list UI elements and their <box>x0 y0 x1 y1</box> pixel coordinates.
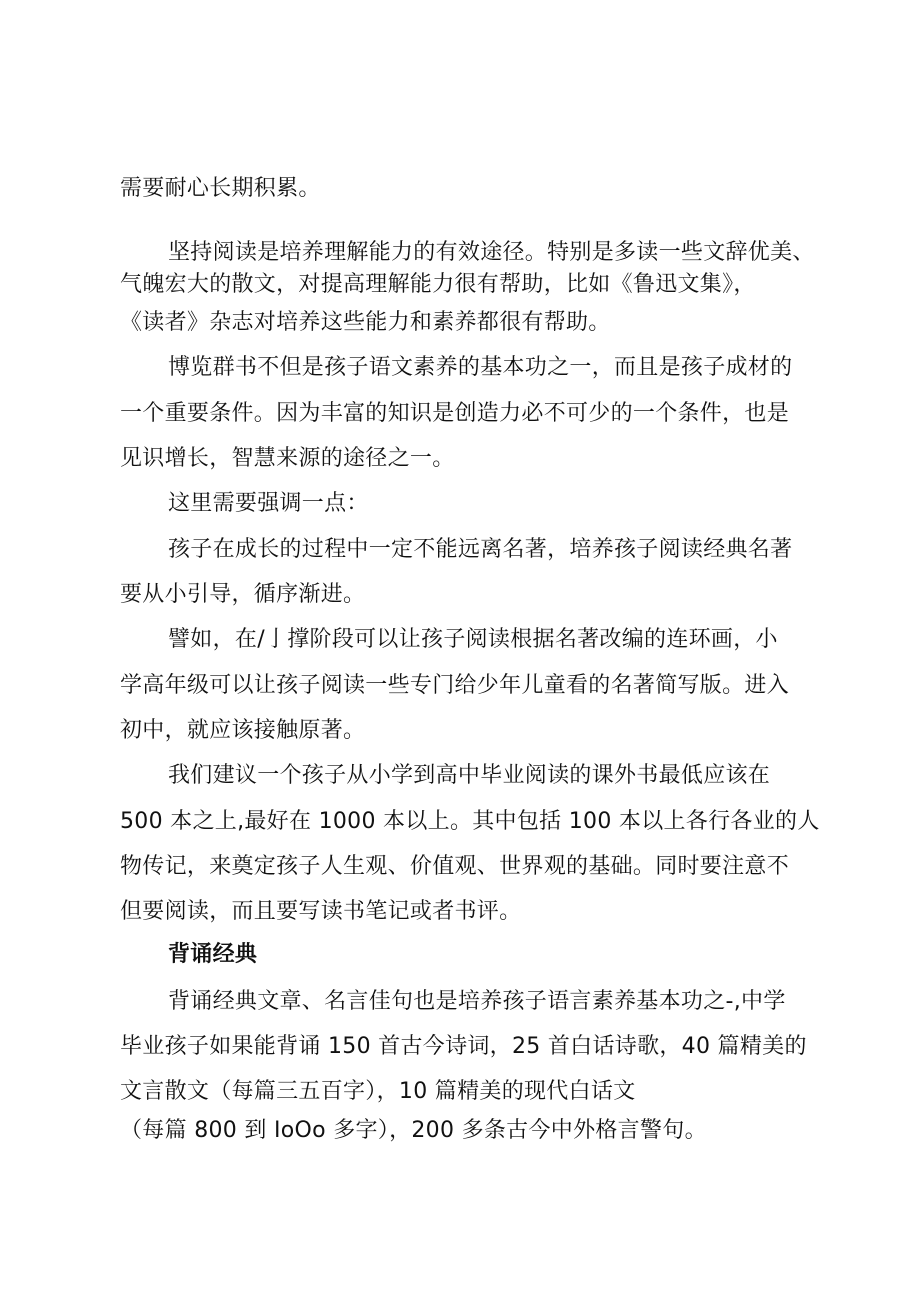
text-line: 毕业孩子如果能背诵 150 首古今诗词，25 首白话诗歌，40 篇精美的 <box>120 1034 807 1059</box>
text-line: 学高年级可以让孩子阅读一些专门给少年儿童看的名著简写版。进入 <box>120 673 790 698</box>
text-line: 我们建议一个孩子从小学到高中毕业阅读的课外书最低应该在 <box>168 763 771 788</box>
text-line: 孩子在成长的过程中一定不能远离名著，培养孩子阅读经典名著 <box>168 537 793 562</box>
section-heading: 背诵经典 <box>168 942 258 967</box>
text-line: 文言散文（每篇三五百字），10 篇精美的现代白话文 <box>120 1079 636 1104</box>
text-line: 博览群书不但是孩子语文素养的基本功之一，而且是孩子成材的 <box>168 355 793 380</box>
text-line: （每篇 800 到 IoOo 多字），200 多条古今中外格言警句。 <box>120 1118 707 1143</box>
text-line: 要从小引导，循序渐进。 <box>120 582 366 607</box>
text-line: 需要耐心长期积累。 <box>120 176 321 201</box>
text-line: 这里需要强调一点： <box>168 491 369 516</box>
text-line: 但要阅读，而且要写读书笔记或者书评。 <box>120 899 522 924</box>
text-line: 物传记，来奠定孩子人生观、价值观、世界观的基础。同时要注意不 <box>120 854 790 879</box>
text-line: 气魄宏大的散文，对提高理解能力很有帮助，比如《鲁迅文集》， <box>120 272 756 297</box>
text-line: 初中，就应该接触原著。 <box>120 718 366 743</box>
text-line: 背诵经典文章、名言佳句也是培养孩子语言素养基本功之-,中学 <box>168 989 786 1014</box>
text-line: 500 本之上,最好在 1000 本以上。其中包括 100 本以上各行各业的人 <box>120 809 820 834</box>
text-line: 一个重要条件。因为丰富的知识是创造力必不可少的一个条件，也是 <box>120 401 790 426</box>
text-line: 坚持阅读是培养理解能力的有效途径。特别是多读一些文辞优美、 <box>168 240 815 265</box>
text-line: 《读者》杂志对培养这些能力和素养都很有帮助。 <box>120 310 611 335</box>
text-line: 见识增长，智慧来源的途径之一。 <box>120 446 455 471</box>
text-line: 譬如，在/亅撑阶段可以让孩子阅读根据名著改编的连环画，小 <box>168 627 778 652</box>
